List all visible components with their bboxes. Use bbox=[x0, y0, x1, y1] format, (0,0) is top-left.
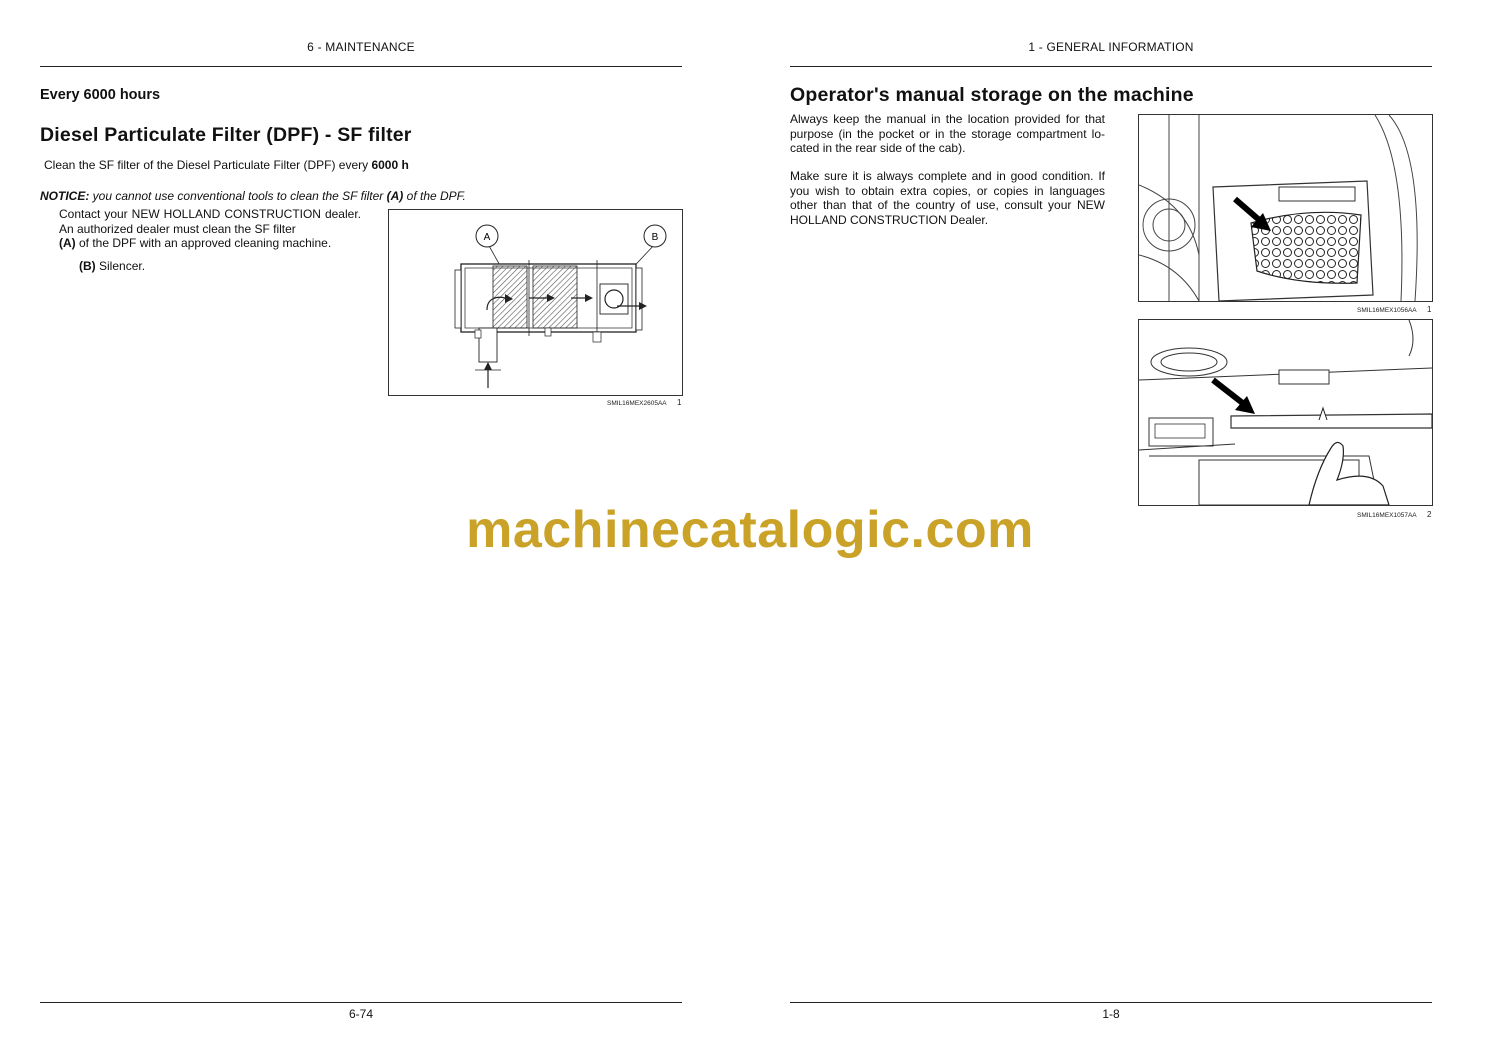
photo-2-number: 2 bbox=[1427, 510, 1432, 519]
intro-paragraph bbox=[44, 158, 644, 173]
interval-heading: Every 6000 hours bbox=[40, 87, 161, 103]
dpf-figure-caption: SMIL16MEX2605AA bbox=[607, 400, 667, 407]
left-page-number: 6-74 bbox=[348, 1007, 374, 1021]
notice-paragraph bbox=[40, 189, 660, 204]
callout-a: A bbox=[483, 232, 491, 243]
notice-text-1: you cannot use conventional tools to clean the SF filter bbox=[89, 189, 387, 203]
notice-text-2: of the DPF. bbox=[403, 189, 466, 203]
storage-paragraph-1: Always keep the manual in the location provided for that purpose (in the pocket or in the storage compartment lo-cated in the rear side of the cab). bbox=[790, 112, 1105, 155]
photo-2-caption: SMIL16MEX1057AA bbox=[1357, 512, 1417, 519]
manual-pocket-illustration bbox=[1139, 115, 1432, 301]
storage-compartment-photo bbox=[1138, 319, 1433, 506]
callout-b: B bbox=[651, 232, 659, 243]
right-page-number: 1-8 bbox=[1102, 1007, 1120, 1021]
page-title-dpf: Diesel Particulate Filter (DPF) - SF filter bbox=[40, 124, 412, 146]
intro-text: Clean the SF filter of the Diesel Particulate Filter (DPF) every bbox=[44, 158, 372, 172]
contact-paragraph bbox=[59, 207, 361, 251]
left-footer-rule bbox=[40, 1002, 682, 1003]
dpf-figure bbox=[388, 209, 683, 396]
site-watermark: machinecatalogic.com bbox=[466, 501, 1034, 559]
notice-ref: (A) bbox=[386, 189, 404, 203]
notice-label: NOTICE: bbox=[40, 189, 90, 203]
dpf-illustration bbox=[389, 210, 682, 395]
dpf-figure-number: 1 bbox=[677, 398, 682, 407]
item-b-text: Silencer. bbox=[95, 259, 146, 273]
contact-text-1: Contact your NEW HOLLAND CONSTRUCTION dealer. An authorized dealer must clean the SF filter bbox=[59, 207, 361, 236]
item-b bbox=[79, 259, 145, 274]
right-page-header: 1 - GENERAL INFORMATION bbox=[1028, 40, 1194, 54]
photo-1-number: 1 bbox=[1427, 305, 1432, 314]
manual-pocket-photo bbox=[1138, 114, 1433, 302]
right-header-rule bbox=[790, 66, 1432, 67]
intro-bold: 6000 h bbox=[371, 158, 409, 172]
left-page-header: 6 - MAINTENANCE bbox=[307, 40, 415, 54]
storage-paragraph-2: Make sure it is always complete and in good condition. If you wish to obtain extra copies, or copies in languages other than that of the country of use, consult your NEW HOLLAND CONSTRUCTION Dealer. bbox=[790, 169, 1105, 227]
contact-ref: (A) bbox=[59, 236, 76, 250]
storage-compartment-illustration bbox=[1139, 320, 1432, 505]
right-footer-rule bbox=[790, 1002, 1432, 1003]
photo-1-caption: SMIL16MEX1056AA bbox=[1357, 307, 1417, 314]
left-header-rule bbox=[40, 66, 682, 67]
page-title-manual-storage: Operator's manual storage on the machine bbox=[790, 84, 1194, 106]
contact-text-2: of the DPF with an approved cleaning machine. bbox=[75, 236, 332, 250]
item-b-label: (B) bbox=[79, 259, 96, 273]
